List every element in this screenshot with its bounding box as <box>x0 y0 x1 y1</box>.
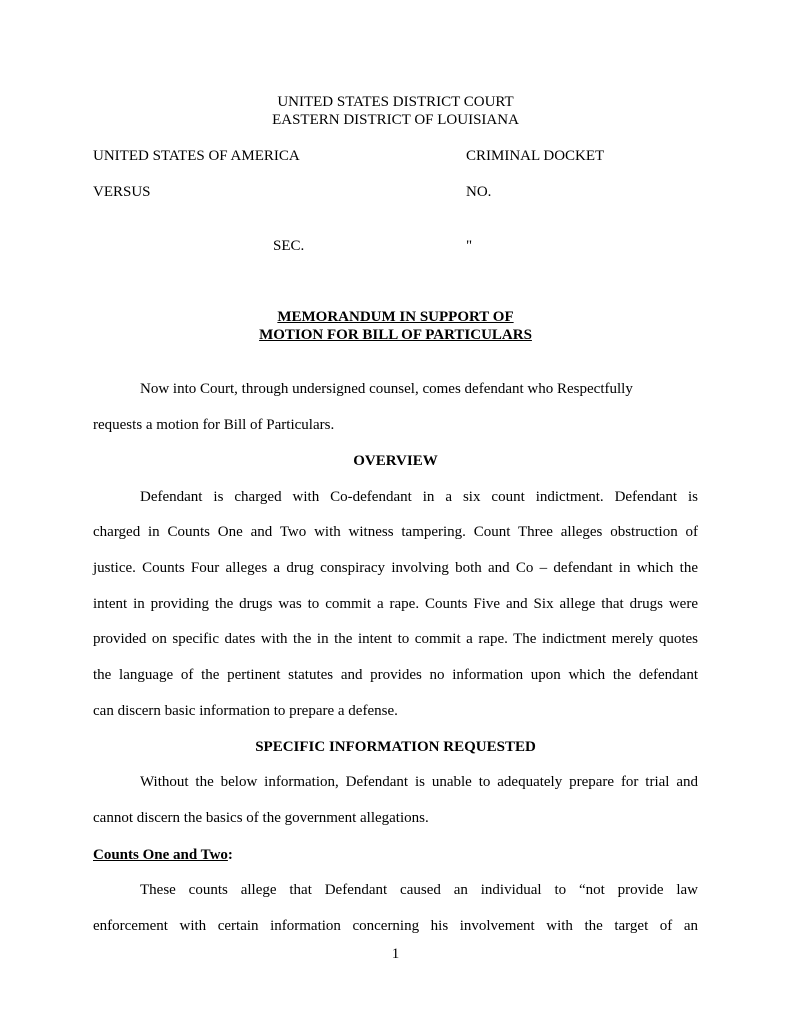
section-value: " <box>466 238 473 254</box>
specific-info-line-2: cannot discern the basics of the government allegations. <box>93 810 429 826</box>
docket-label: CRIMINAL DOCKET <box>466 148 605 164</box>
page-number: 1 <box>391 946 400 962</box>
overview-line-5: provided on specific dates with the in the intent to commit a rape. The indictment merely quotes <box>93 631 698 647</box>
court-name: UNITED STATES DISTRICT COURT <box>277 94 514 110</box>
overview-line-6: the language of the pertinent statutes and provides no information upon which the defendant <box>93 667 698 683</box>
counts-one-two-heading <box>93 846 233 864</box>
specific-info-line-1: Without the below information, Defendant is unable to adequately prepare for trial and <box>140 774 698 790</box>
counts-one-two-line-2: enforcement with certain information concerning his involvement with the target of an <box>93 918 698 934</box>
intro-line-1: Now into Court, through undersigned counsel, comes defendant who Respectfully <box>140 381 633 397</box>
counts-one-two-heading-colon: : <box>227 847 233 863</box>
plaintiff-name: UNITED STATES OF AMERICA <box>93 148 300 164</box>
docket-number-label: NO. <box>466 184 492 200</box>
overview-line-1: Defendant is charged with Co-defendant in a six count indictment. Defendant is <box>140 489 698 505</box>
counts-one-two-heading-text: Counts One and Two <box>93 847 228 863</box>
memorandum-title-line1: MEMORANDUM IN SUPPORT OF <box>277 309 514 325</box>
court-district: EASTERN DISTRICT OF LOUISIANA <box>272 112 519 128</box>
overview-line-2: charged in Counts One and Two with witness tampering. Count Three alleges obstruction of <box>93 524 698 540</box>
overview-line-4: intent in providing the drugs was to commit a rape. Counts Five and Six allege that drugs were <box>93 596 698 612</box>
memorandum-title-line2: MOTION FOR BILL OF PARTICULARS <box>259 327 532 343</box>
counts-one-two-line-1: These counts allege that Defendant caused an individual to “not provide law <box>140 882 698 898</box>
overview-line-7: can discern basic information to prepare a defense. <box>93 703 398 719</box>
specific-info-heading: SPECIFIC INFORMATION REQUESTED <box>255 739 536 755</box>
versus-label: VERSUS <box>93 184 151 200</box>
intro-line-2: requests a motion for Bill of Particulars. <box>93 417 335 433</box>
overview-heading: OVERVIEW <box>353 453 438 469</box>
section-label: SEC. <box>273 238 305 254</box>
overview-line-3: justice. Counts Four alleges a drug conspiracy involving both and Co – defendant in which the <box>93 560 698 576</box>
